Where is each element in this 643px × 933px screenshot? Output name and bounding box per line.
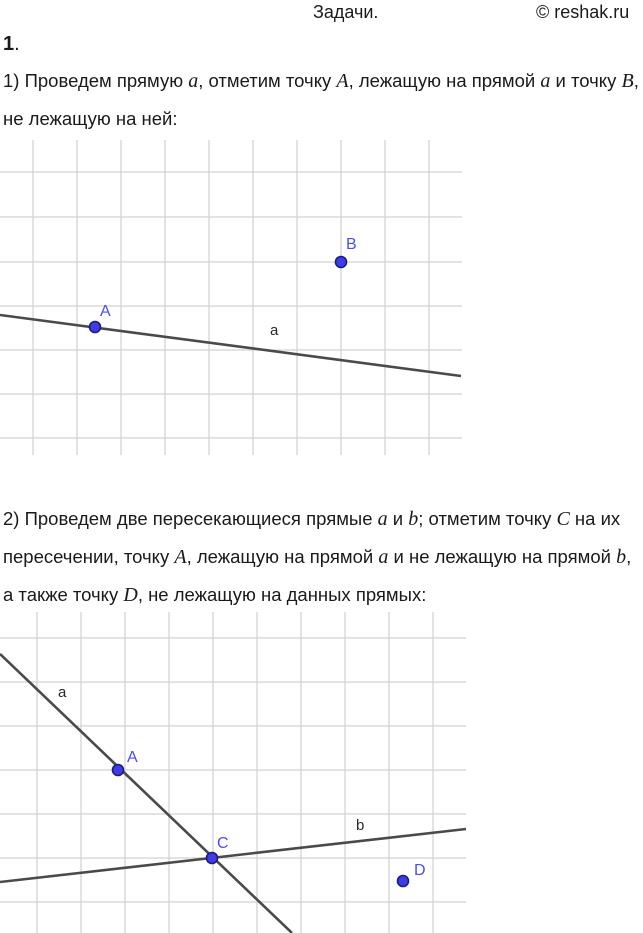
part1-seg-6: и точку <box>550 70 622 91</box>
figure2-label-A: A <box>127 749 138 766</box>
part2-var-C: C <box>556 508 570 530</box>
part1-text <box>3 62 639 138</box>
figure1-label-A: A <box>100 303 111 320</box>
figure2-line-a <box>0 654 292 933</box>
part1-seg-8: , не лежащую на ней: <box>3 70 639 129</box>
part2-var-a: a <box>377 508 388 530</box>
part2-var-A: A <box>174 546 187 568</box>
figure1-point-A <box>90 322 101 333</box>
figure2 <box>0 612 643 933</box>
figure1-grid <box>0 140 462 455</box>
figure2-label-D: D <box>414 862 426 879</box>
part2-seg-8: , лежащую на прямой <box>186 546 379 567</box>
figure2-point-D <box>398 876 409 887</box>
figure1 <box>0 140 643 458</box>
part1-var-a2: a <box>540 70 551 92</box>
figure2-point-C <box>207 853 218 864</box>
figure2-line-b <box>0 829 466 882</box>
part1-seg-4: , лежащую на прямой <box>348 70 541 91</box>
part2-var-b: b <box>408 508 419 530</box>
figure2-label-C: C <box>217 835 229 852</box>
part2-seg-14: , не лежащую на данных прямых: <box>137 584 427 605</box>
header-title: Задачи. <box>313 2 379 22</box>
problem-number-value: 1 <box>3 33 15 55</box>
part2-var-a2: a <box>378 546 389 568</box>
part2-seg-4: ; отметим точку <box>418 508 557 529</box>
part1-var-a: a <box>188 70 199 92</box>
part2-var-D: D <box>123 584 138 606</box>
part2-seg-6: на их пересечении, точку <box>3 508 621 567</box>
part2-seg-12: , а также точку <box>3 546 632 605</box>
figure1-line-a <box>0 315 461 376</box>
figure1-point-B <box>336 257 347 268</box>
part2-seg-2: и <box>387 508 409 529</box>
part1-seg-2: , отметим точку <box>198 70 337 91</box>
part1-var-B: B <box>621 70 634 92</box>
part2-var-b2: b <box>616 546 627 568</box>
part1-var-A: A <box>336 70 349 92</box>
figure2-point-A <box>113 765 124 776</box>
part2-seg-10: и не лежащую на прямой <box>388 546 617 567</box>
figure2-grid <box>0 612 466 933</box>
figure1-label-B: B <box>346 236 357 253</box>
part2-text <box>3 500 639 614</box>
problem-number: 1. <box>3 33 20 55</box>
figure2-label-a: a <box>58 684 67 701</box>
part2-seg-0: 2) Проведем две пересекающиеся прямые <box>3 508 378 529</box>
figure1-label-a: a <box>270 322 279 339</box>
header-site: © reshak.ru <box>536 2 630 22</box>
figure2-label-b: b <box>356 817 365 834</box>
part1-seg-0: 1) Проведем прямую <box>3 70 189 91</box>
